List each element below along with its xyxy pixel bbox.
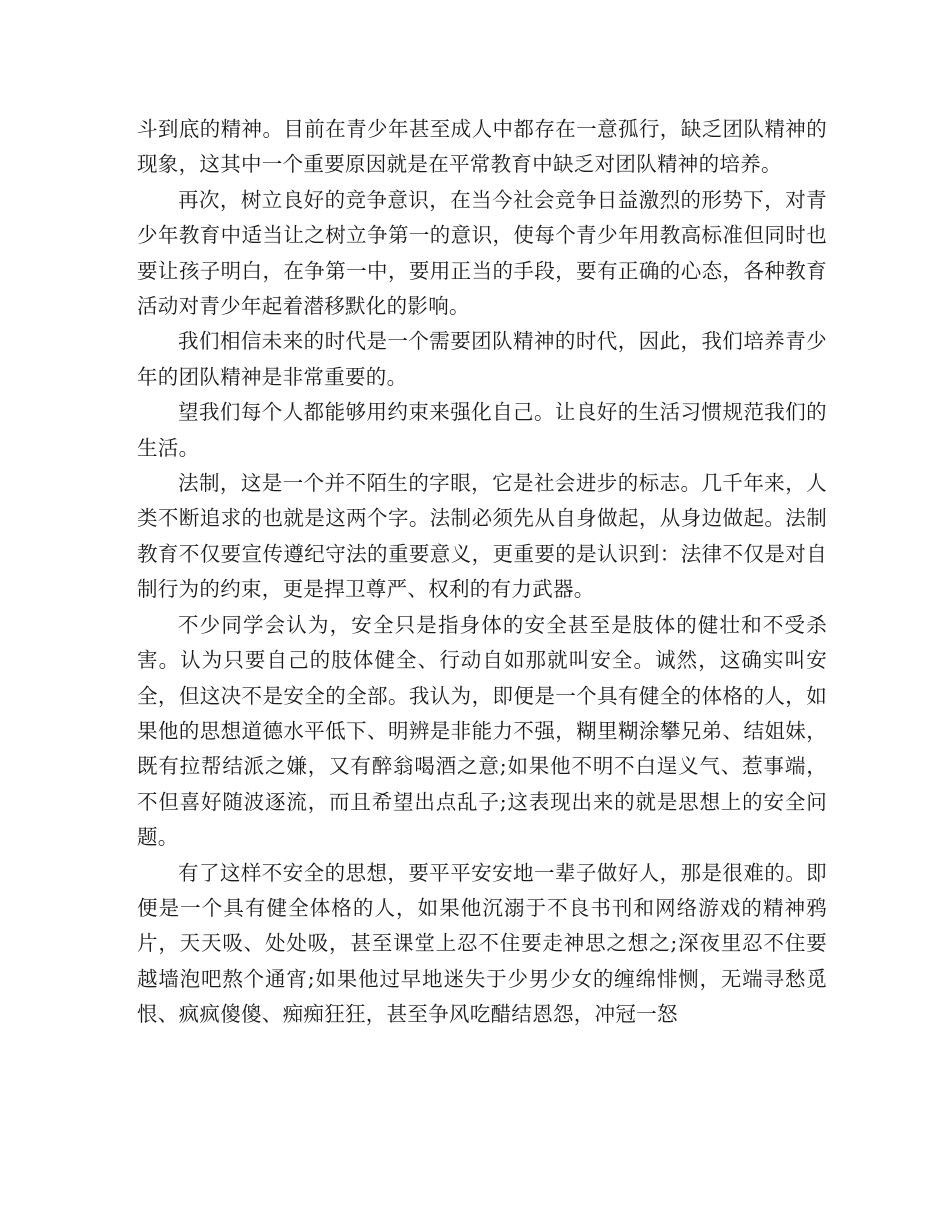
paragraph-5: 法制，这是一个并不陌生的字眼，它是社会进步的标志。几千年来，人类不断追求的也就是这两个字。法制必须先从自身做起，从身边做起。法制教育不仅要宣传遵纪守法的重要意义，更重要的是认识到：法律不仅是对自制行为的约束，更是捍卫尊严、权利的有力武器。: [137, 471, 827, 602]
paragraph-1: 斗到底的精神。目前在青少年甚至成人中都存在一意孤行，缺乏团队精神的现象，这其中一个重要原因就是在平常教育中缺乏对团队精神的培养。: [137, 117, 827, 177]
paragraph-4: 望我们每个人都能够用约束来强化自己。让良好的生活习惯规范我们的生活。: [137, 400, 827, 460]
paragraph-3: 我们相信未来的时代是一个需要团队精神的时代，因此，我们培养青少年的团队精神是非常重要的。: [137, 329, 827, 389]
document-body: [137, 112, 827, 1033]
paragraph-7: 有了这样不安全的思想，要平平安安地一辈子做好人，那是很难的。即便是一个具有健全体格的人，如果他沉溺于不良书刊和网络游戏的精神鸦片，天天吸、处处吸，甚至课堂上忍不住要走神思之想之;深夜里忍不住要越墙泡吧熬个通宵;如果他过早地迷失于少男少女的缠绵悱恻，无端寻愁觅恨、疯疯傻傻、痴痴狂狂，甚至争风吃醋结恩怨，冲冠一怒: [137, 860, 827, 1027]
paragraph-2: 再次，树立良好的竞争意识，在当今社会竞争日益激烈的形势下，对青少年教育中适当让之树立争第一的意识，使每个青少年用教高标准但同时也要让孩子明白，在争第一中，要用正当的手段，要有正确的心态，各种教育活动对青少年起着潜移默化的影响。: [137, 187, 827, 319]
paragraph-6: 不少同学会认为，安全只是指身体的安全甚至是肢体的健壮和不受杀害。认为只要自己的肢体健全、行动自如那就叫安全。诚然，这确实叫安全，但这决不是安全的全部。我认为，即便是一个具有健全的体格的人，如果他的思想道德水平低下、明辨是非能力不强，糊里糊涂攀兄弟、结姐妹，既有拉帮结派之嫌，又有醉翁喝酒之意;如果他不明不白逞义气、惹事端，不但喜好随波逐流，而且希望出点乱子;这表现出来的就是思想上的安全问题。: [137, 612, 827, 850]
